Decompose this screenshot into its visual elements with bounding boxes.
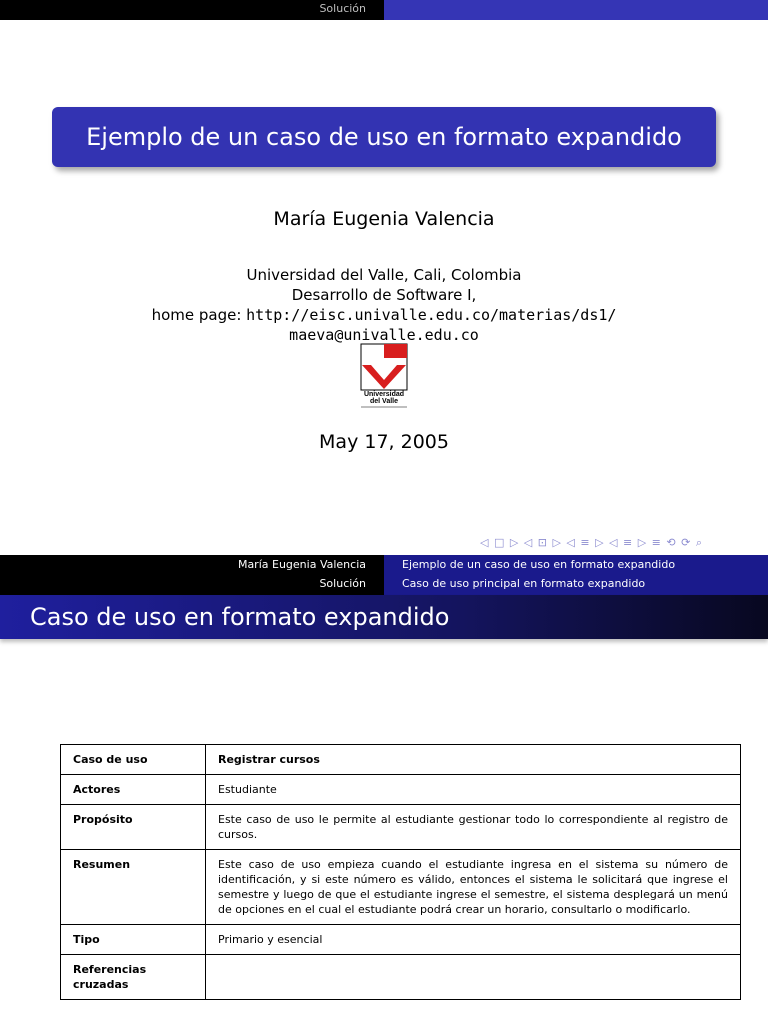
table-key: Referencias cruzadas (61, 955, 206, 1000)
logo-text-1: Universidad (363, 391, 405, 398)
course-line: Desarrollo de Software I, (291, 286, 477, 304)
presentation-date: May 17, 2005 (319, 431, 449, 453)
table-row (61, 805, 741, 850)
table-value: Registrar cursos (206, 745, 741, 775)
header-author[interactable]: María Eugenia Valencia (237, 558, 366, 571)
slide2-header (0, 555, 768, 595)
header-right (384, 555, 768, 595)
email-link[interactable]: maeva@univalle.edu.co (289, 326, 479, 344)
header-section[interactable]: Solución (319, 577, 366, 590)
table-value: Estudiante (206, 775, 741, 805)
beamer-navigation-icons[interactable]: ◁ □ ▷ ◁ ⊡ ▷ ◁ ≡ ▷ ◁ ≡ ▷ ≡ ⟲ ⟳ ⌕ (480, 536, 703, 549)
table-row (61, 775, 741, 805)
table-value: Este caso de uso le permite al estudiante gestionar todo lo correspondiente al registro de cursos. (206, 805, 741, 850)
table-key: Resumen (61, 850, 206, 925)
table-row (61, 850, 741, 925)
content-slide (0, 555, 768, 1024)
univalle-logo (360, 343, 408, 409)
table-key: Actores (61, 775, 206, 805)
institution-line: Universidad del Valle, Cali, Colombia (246, 266, 522, 284)
logo-text-2: del Valle (369, 398, 399, 405)
table-row (61, 925, 741, 955)
table-value: Este caso de uso empieza cuando el estudiante ingresa en el sistema su número de identificación, y si este número es válido, entonces el sistema le solicitará que ingrese el semestre y luego de que el estudiante ingrese el semestre, el sistema desplegará un menú de opciones en el cual el estudiante podrá crear un horario, consultarlo o modificarlo. (206, 850, 741, 925)
table-row (61, 745, 741, 775)
presentation-title: Ejemplo de un caso de uso en formato expandido (52, 107, 716, 167)
slide1-topbar (0, 0, 768, 20)
table-value: Primario y esencial (206, 925, 741, 955)
table-key: Caso de uso (61, 745, 206, 775)
frame-title: Caso de uso en formato expandido (0, 595, 768, 639)
author-name: María Eugenia Valencia (273, 208, 495, 230)
header-subsection[interactable]: Caso de uso principal en formato expandido (402, 577, 646, 590)
topbar-right-band (384, 0, 768, 20)
homepage-label: home page: (151, 306, 247, 324)
header-title[interactable]: Ejemplo de un caso de uso en formato expandido (402, 558, 676, 571)
homepage-link[interactable]: http://eisc.univalle.edu.co/materias/ds1/ (246, 306, 617, 324)
table-value (206, 955, 741, 1000)
homepage-line (0, 305, 768, 325)
header-left (0, 555, 384, 595)
use-case-table (60, 744, 741, 1000)
table-row (61, 955, 741, 1000)
institution-block (0, 265, 768, 345)
table-key: Propósito (61, 805, 206, 850)
topbar-section-label: Solución (0, 0, 384, 20)
table-key: Tipo (61, 925, 206, 955)
